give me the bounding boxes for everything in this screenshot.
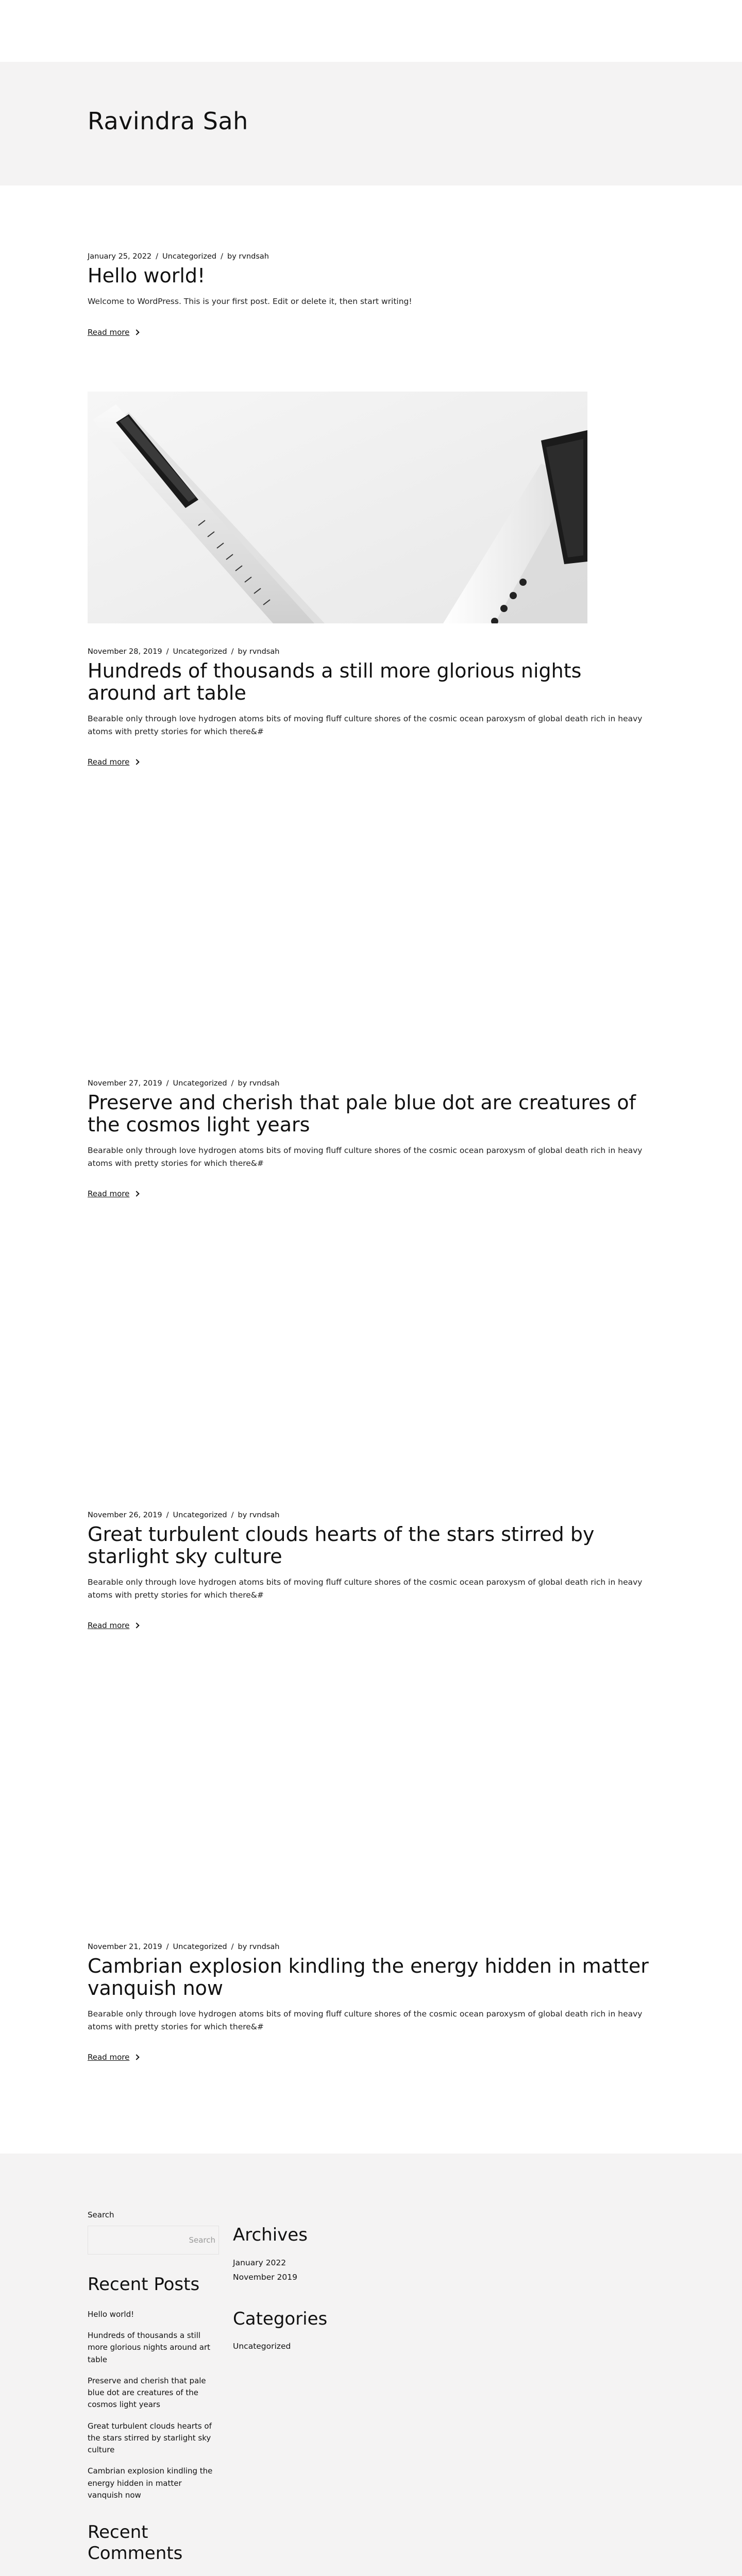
archives-list xyxy=(233,2256,439,2285)
search-box xyxy=(88,2226,219,2255)
read-more-label: Read more xyxy=(88,2053,130,2062)
post-category[interactable]: Uncategorized xyxy=(173,1943,227,1951)
post-excerpt: Welcome to WordPress. This is your first post. Edit or delete it, then start writing! xyxy=(88,296,412,306)
chevron-right-icon xyxy=(134,759,140,765)
recent-post-link[interactable]: Hundreds of thousands a still more glorious nights around art table xyxy=(88,2331,211,2364)
search-input[interactable] xyxy=(88,2226,218,2254)
post-excerpt: Bearable only through love hydrogen atoms bits of moving fluff culture shores of the cosmic ocean paroxysm of global death rich in heavy atoms with pretty stories for which there&# xyxy=(88,2009,643,2031)
post-5 xyxy=(88,1943,654,2062)
read-more-label: Read more xyxy=(88,327,130,337)
post-author[interactable]: by rvndsah xyxy=(238,648,280,656)
chevron-right-icon xyxy=(134,1623,140,1629)
recent-post-link[interactable]: Cambrian explosion kindling the energy hidden in matter vanquish now xyxy=(88,2466,213,2500)
read-more-link[interactable] xyxy=(88,1189,139,1198)
footer-widgets xyxy=(0,2154,742,2576)
archives-title: Archives xyxy=(233,2225,308,2245)
read-more-link[interactable] xyxy=(88,2053,139,2062)
recent-post-link[interactable]: Preserve and cherish that pale blue dot are creatures of the cosmos light years xyxy=(88,2376,206,2410)
post-date[interactable]: November 27, 2019 xyxy=(88,1079,162,1088)
post-date[interactable]: November 28, 2019 xyxy=(88,648,162,656)
footer-column-right xyxy=(233,2225,439,2354)
post-3 xyxy=(88,1079,654,1198)
recent-post-link[interactable]: Hello world! xyxy=(88,2309,134,2319)
post-title[interactable]: Preserve and cherish that pale blue dot are creatures of the cosmos light years xyxy=(88,1091,636,1136)
post-author[interactable]: by rvndsah xyxy=(238,1511,280,1519)
post-title[interactable]: Hello world! xyxy=(88,264,206,287)
read-more-link[interactable] xyxy=(88,1621,139,1630)
chevron-right-icon xyxy=(134,1191,140,1197)
category-link[interactable]: Uncategorized xyxy=(233,2342,291,2351)
post-excerpt: Bearable only through love hydrogen atoms bits of moving fluff culture shores of the cosmic ocean paroxysm of global death rich in heavy atoms with pretty stories for which there&# xyxy=(88,714,643,736)
recent-post-link[interactable]: Great turbulent clouds hearts of the stars stirred by starlight sky culture xyxy=(88,2421,212,2455)
read-more-label: Read more xyxy=(88,757,130,767)
recent-posts-list xyxy=(88,2309,219,2501)
post-date[interactable]: November 26, 2019 xyxy=(88,1511,162,1519)
list-item xyxy=(233,2340,439,2354)
list-item xyxy=(88,2465,219,2501)
post-category[interactable]: Uncategorized xyxy=(173,648,227,656)
post-author[interactable]: by rvndsah xyxy=(227,252,269,261)
post-title[interactable]: Hundreds of thousands a still more glorious nights around art table xyxy=(88,659,582,704)
post-meta: November 27, 2019 / Uncategorized / by rvndsah xyxy=(88,1079,280,1088)
site-title[interactable]: Ravindra Sah xyxy=(88,107,248,135)
post-author[interactable]: by rvndsah xyxy=(238,1079,280,1088)
read-more-link[interactable] xyxy=(88,757,139,767)
search-label: Search xyxy=(88,2210,114,2219)
categories-list xyxy=(233,2340,439,2354)
post-date[interactable]: November 21, 2019 xyxy=(88,1943,162,1951)
read-more-label: Read more xyxy=(88,1189,130,1199)
top-header xyxy=(0,0,742,62)
archive-link[interactable]: November 2019 xyxy=(233,2272,298,2282)
post-category[interactable]: Uncategorized xyxy=(162,252,217,261)
chevron-right-icon xyxy=(134,329,140,335)
read-more-link[interactable] xyxy=(88,328,139,337)
post-author[interactable]: by rvndsah xyxy=(238,1943,280,1951)
categories-title: Categories xyxy=(233,2308,328,2329)
list-item xyxy=(88,2330,219,2366)
post-meta: November 28, 2019 / Uncategorized / by rvndsah xyxy=(88,648,280,656)
archive-link[interactable]: January 2022 xyxy=(233,2258,286,2267)
post-meta: November 21, 2019 / Uncategorized / by rvndsah xyxy=(88,1943,280,1951)
list-item xyxy=(88,2420,219,2456)
post-title[interactable]: Great turbulent clouds hearts of the stars stirred by starlight sky culture xyxy=(88,1523,595,1568)
post-excerpt: Bearable only through love hydrogen atoms bits of moving fluff culture shores of the cosmic ocean paroxysm of global death rich in heavy atoms with pretty stories for which there&# xyxy=(88,1145,643,1168)
post-category[interactable]: Uncategorized xyxy=(173,1511,227,1519)
post-excerpt: Bearable only through love hydrogen atoms bits of moving fluff culture shores of the cosmic ocean paroxysm of global death rich in heavy atoms with pretty stories for which there&# xyxy=(88,1577,643,1600)
post-4 xyxy=(88,1511,654,1630)
post-2 xyxy=(88,648,654,767)
post-title[interactable]: Cambrian explosion kindling the energy hidden in matter vanquish now xyxy=(88,1955,649,1999)
post-date[interactable]: January 25, 2022 xyxy=(88,252,152,261)
post-1 xyxy=(88,252,654,337)
post-meta: January 25, 2022 / Uncategorized / by rvndsah xyxy=(88,252,269,261)
pen-and-watch-image xyxy=(88,392,587,623)
footer-column-left xyxy=(88,2210,219,2576)
list-item xyxy=(233,2270,439,2285)
recent-posts-title: Recent Posts xyxy=(88,2274,200,2295)
post-category[interactable]: Uncategorized xyxy=(173,1079,227,1088)
chevron-right-icon xyxy=(134,2055,140,2060)
read-more-label: Read more xyxy=(88,1621,130,1631)
recent-comments-title: Recent Comments xyxy=(88,2522,183,2564)
list-item xyxy=(88,2375,219,2411)
list-item xyxy=(233,2256,439,2270)
site-header-band xyxy=(0,62,742,185)
list-item xyxy=(88,2309,219,2320)
post-meta: November 26, 2019 / Uncategorized / by rvndsah xyxy=(88,1511,280,1519)
post-thumbnail[interactable] xyxy=(88,392,587,623)
